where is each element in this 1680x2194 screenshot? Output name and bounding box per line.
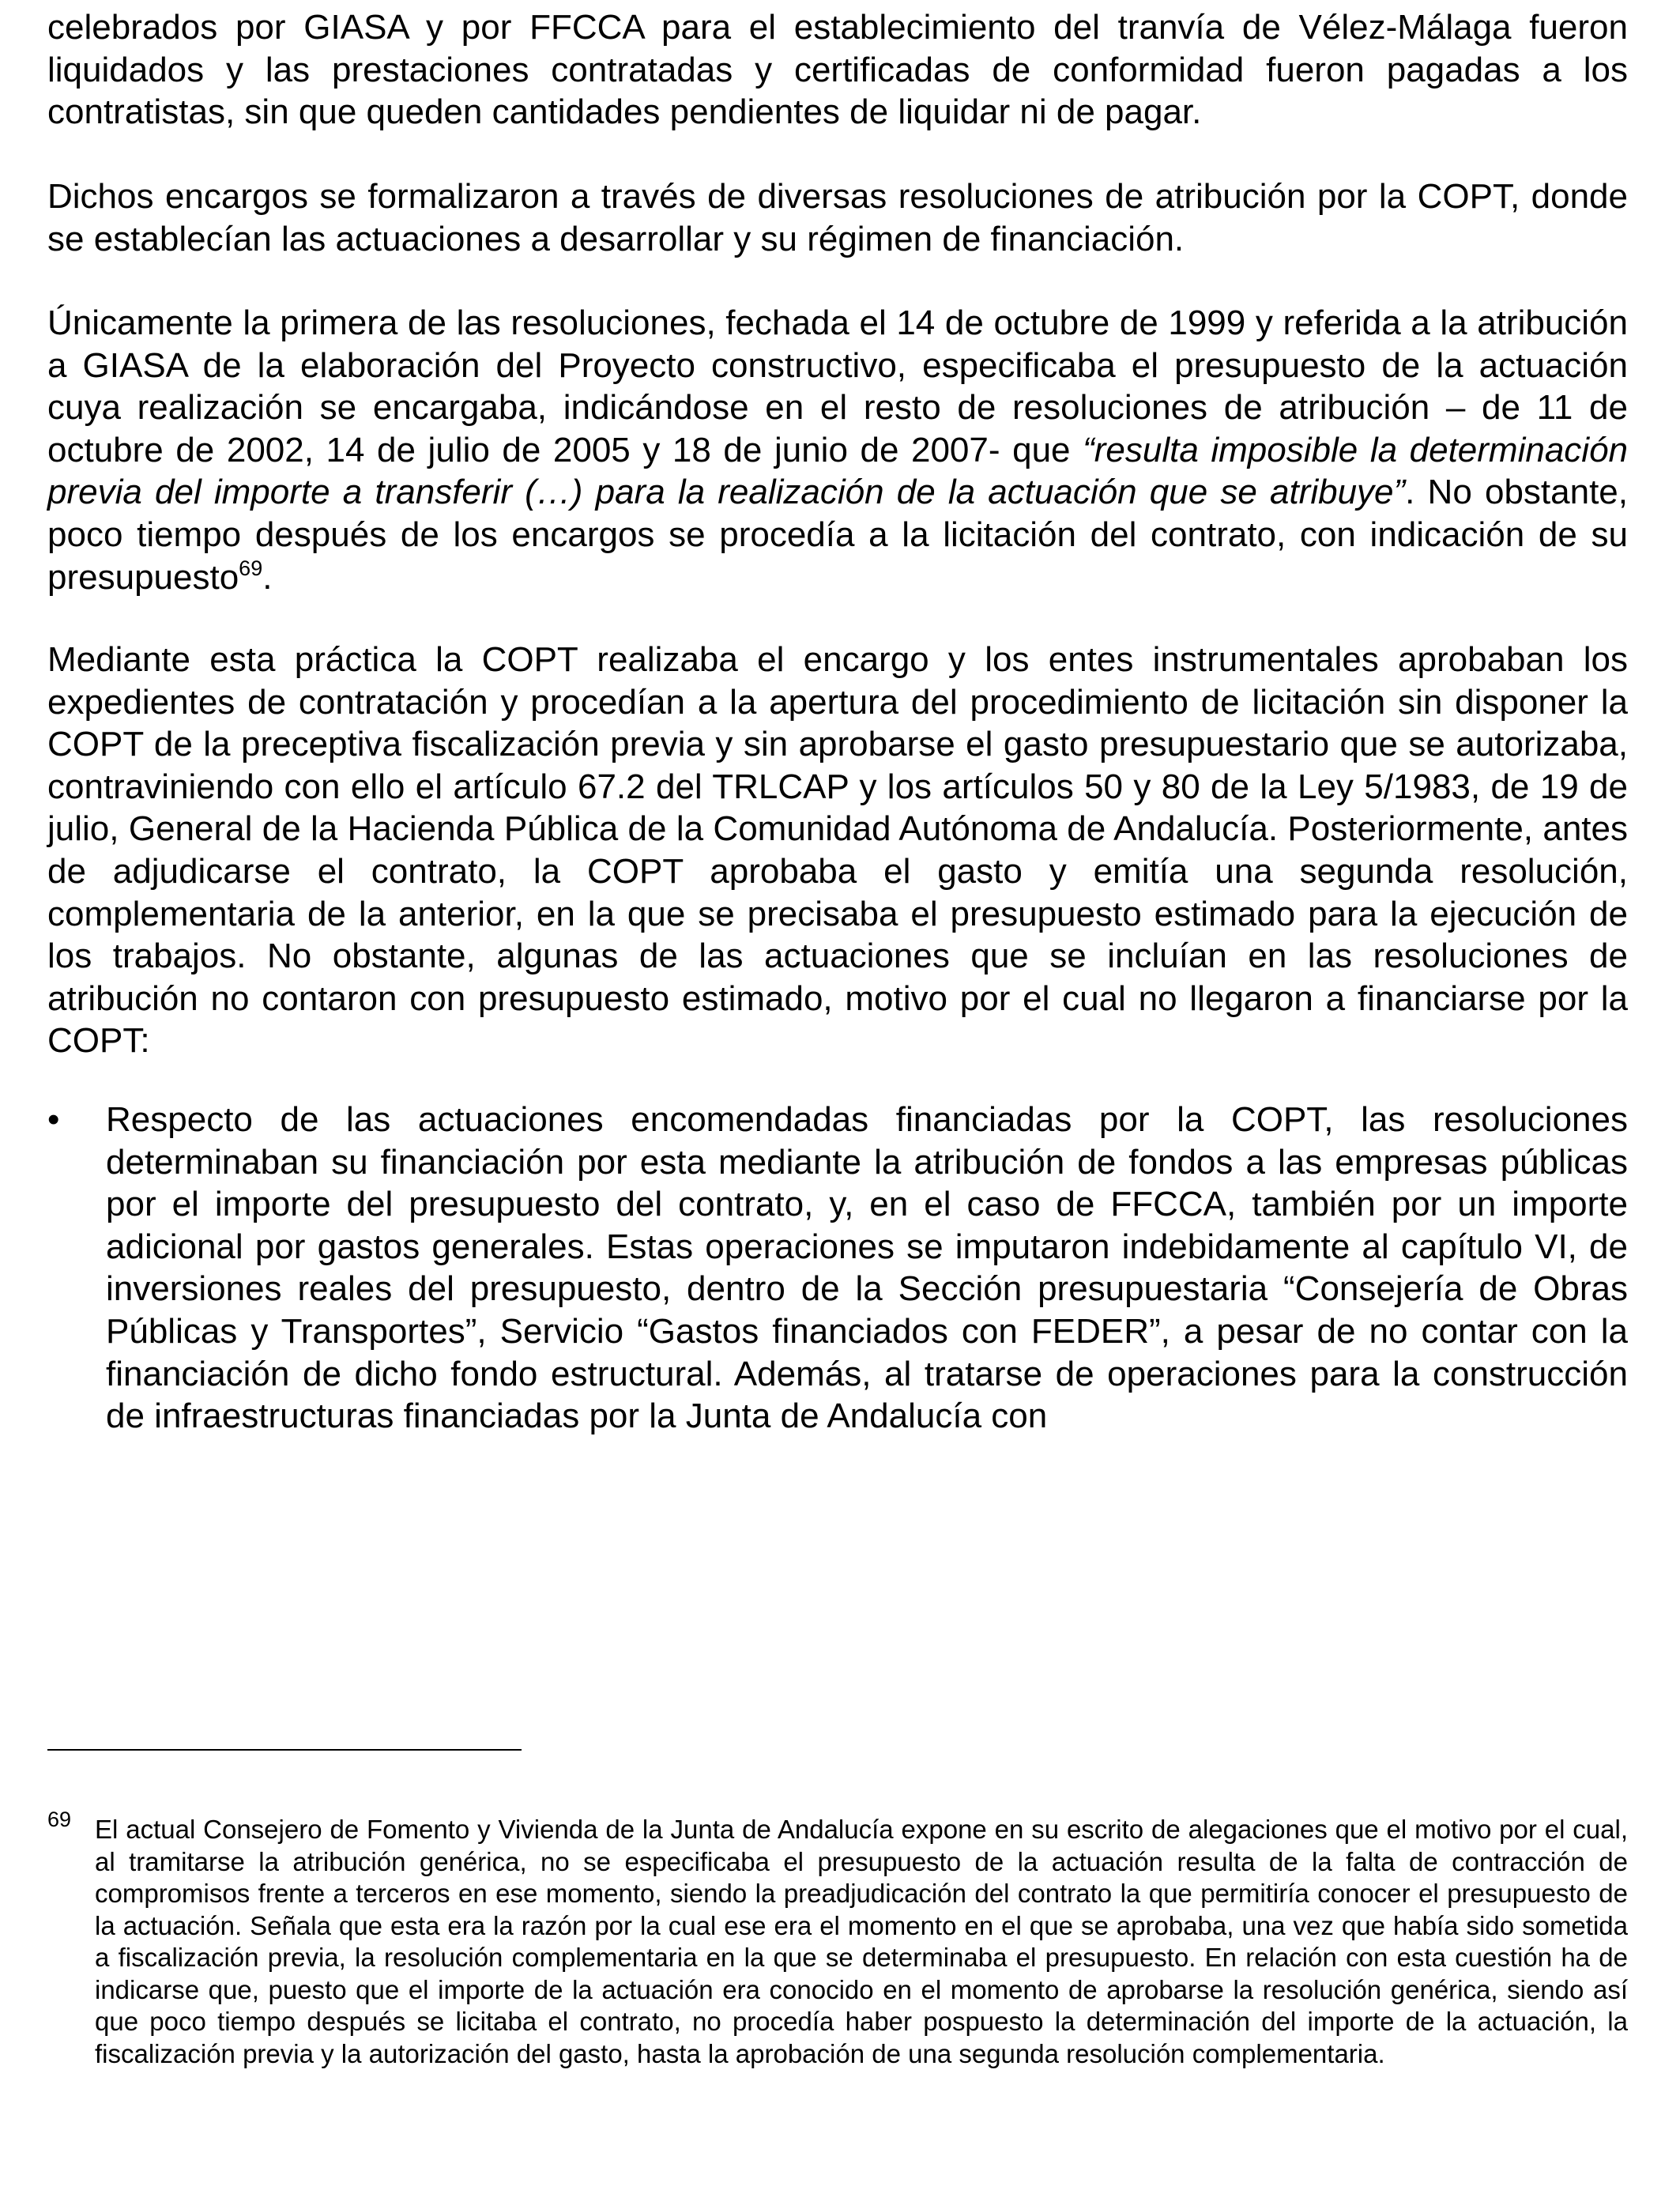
footnote-reference[interactable]: 69 [239,556,263,580]
paragraph-resoluciones-text: Únicamente la primera de las resoluciones, fechada el 14 de octubre de 1999 y referida a la atribución a GIASA de la elaboración del Proyecto constructivo, especificaba el presupuesto de la actuación cuya realización se encargaba, indicándose en el resto de resoluciones de atribución – de 11 de octubre de 2002, 14 de julio de 2005 y 18 de junio de 2007- que [47,303,1628,469]
footnote-number: 69 [47,1808,72,1831]
bullet-icon: • [47,1100,60,1139]
paragraph-resoluciones-text-after: . No obstante, poco tiempo después de los encargos se procedía a la licitación del contrato, con indicación de su presupuesto [47,473,1628,597]
paragraph-practica: Mediante esta práctica la COPT realizaba el encargo y los entes instrumentales aprobaban los expedientes de contratación y procedían a la apertura del procedimiento de licitación sin disponer la COPT de la preceptiva fiscalización previa y sin aprobarse el gasto presupuestario que se autorizaba, contraviniendo con ello el artículo 67.2 del TRLCAP y los artículos 50 y 80 de la Ley 5/1983, de 19 de julio, General de la Hacienda Pública de la Comunidad Autónoma de Andalucía. Posteriormente, antes de adjudicarse el contrato, la COPT aprobaba el gasto y emitía una segunda resolución, complementaria de la anterior, en la que se precisaba el presupuesto estimado para la ejecución de los trabajos. No obstante, algunas de las actuaciones que se incluían en las resoluciones de atribución no contaron con presupuesto estimado, motivo por el cual no llegaron a financiarse por la COPT: [47,640,1628,1061]
paragraph-resoluciones [47,302,1628,598]
paragraph-resoluciones-end: . [262,557,273,597]
footnote-text: El actual Consejero de Fomento y Vivienda de la Junta de Andalucía expone en su escrito de alegaciones que el motivo por el cual, al tramitarse la atribución genérica, no se especificaba el presupuesto de la actuación resulta de la falta de contracción de compromisos frente a terceros en ese momento, siendo la preadjudicación del contrato la que permitiría conocer el presupuesto de la actuación. Señala que esta era la razón por la cual ese era el momento en el que se aprobaba, una vez que había sido sometida a fiscalización previa, la resolución complementaria en la que se determinaba el presupuesto. En relación con esta cuestión ha de indicarse que, puesto que el importe de la actuación era conocido en el momento de aprobarse la resolución genérica, siendo así que poco tiempo después se licitaba el contrato, no procedía haber pospuesto la determinación del importe de la actuación, la fiscalización previa y la autorización del gasto, hasta la aprobación de una segunda resolución complementaria. [95,1815,1628,2068]
footnote-separator [47,1749,522,1751]
bullet-list-item [47,1099,1628,1438]
document-page [47,0,1628,2194]
bullet-item-text: Respecto de las actuaciones encomendadas financiadas por la COPT, las resoluciones determinaban su financiación por esta mediante la atribución de fondos a las empresas públicas por el importe del presupuesto del contrato, y, en el caso de FFCCA, también por un importe adicional por gastos generales. Estas operaciones se imputaron indebidamente al capítulo VI, de inversiones reales del presupuesto, dentro de la Sección presupuestaria “Consejería de Obras Públicas y Transportes”, Servicio “Gastos financiados con FEDER”, a pesar de no contar con la financiación de dicho fondo estructural. Además, al tratarse de operaciones para la construcción de infraestructuras financiadas por la Junta de Andalucía con [106,1100,1628,1436]
paragraph-intro: celebrados por GIASA y por FFCCA para el establecimiento del tranvía de Vélez-Málaga fueron liquidados y las prestaciones contratadas y certificadas de conformidad fueron pagadas a los contratistas, sin que queden cantidades pendientes de liquidar ni de pagar. [47,8,1628,132]
footnote [47,1808,1628,2070]
paragraph-encargos: Dichos encargos se formalizaron a través de diversas resoluciones de atribución por la COPT, donde se establecían las actuaciones a desarrollar y su régimen de financiación. [47,177,1628,258]
quote-text: “resulta imposible la determinación previa del importe a transferir (…) para la realización de la actuación que se atribuye” [47,430,1629,512]
